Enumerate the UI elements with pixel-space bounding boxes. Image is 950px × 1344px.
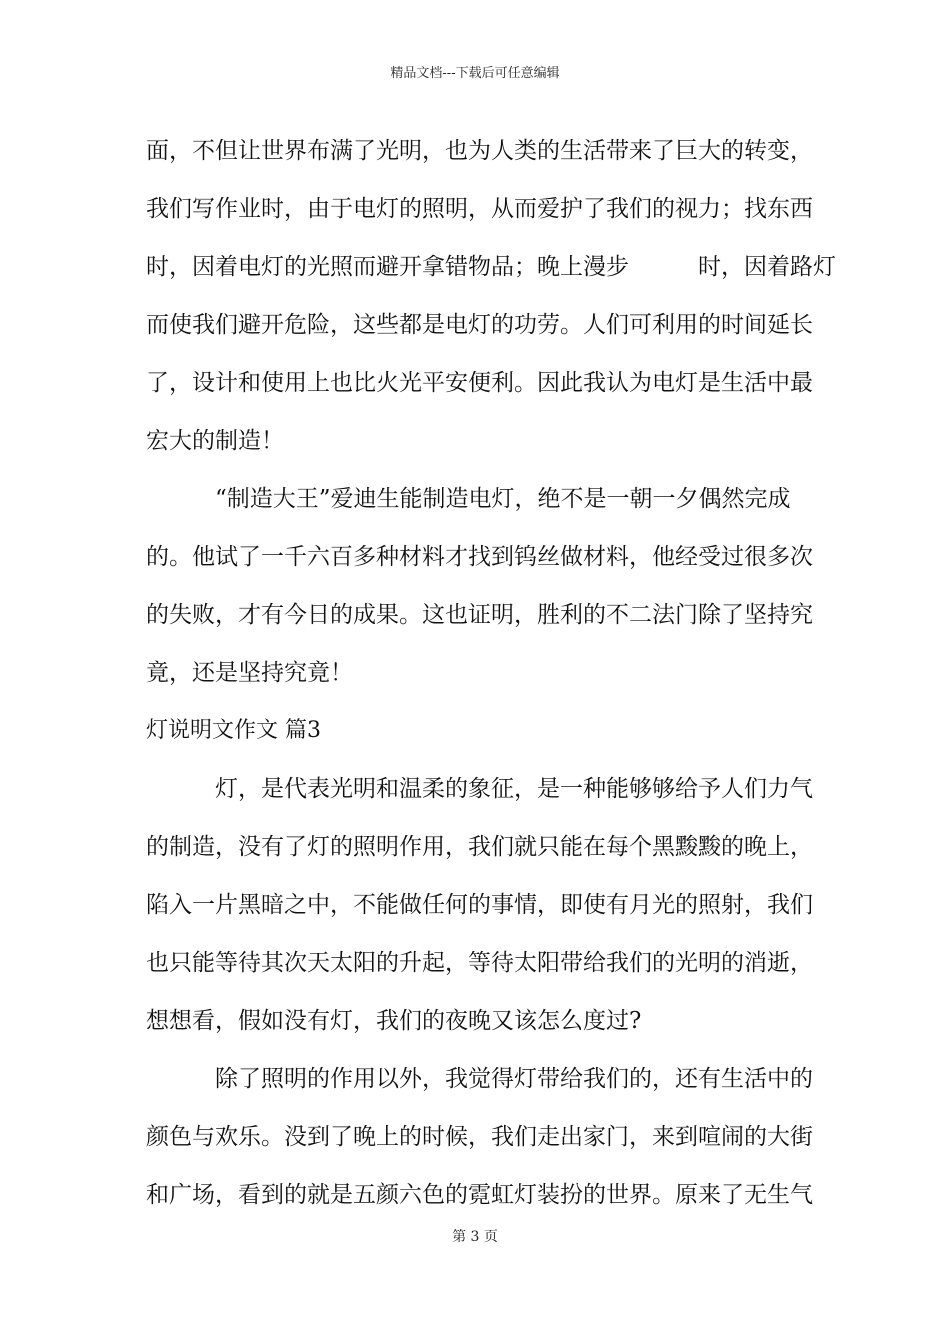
paragraph-first-line: “制造大王”爱迪生能制造电灯，绝不是一朝一夕偶然完成 (215, 486, 791, 512)
text-line: 而使我们避开危险，这些都是电灯的功劳。人们可利用的时间延长 (146, 312, 813, 338)
text-line: 的制造，没有了灯的照明作用，我们就只能在每个黑黢黢的晚上， (146, 834, 813, 860)
text-line: 和广场，看到的就是五颜六色的霓虹灯装扮的世界。原来了无生气 (146, 1182, 813, 1208)
text-line: 面，不但让世界布满了光明，也为人类的生活带来了巨大的转变， (146, 138, 813, 164)
page-header: 精品文档---下载后可任意编辑 (390, 66, 560, 81)
paragraph-first-line: 灯，是代表光明和温柔的象征，是一种能够够给予人们力气 (215, 776, 813, 802)
text-line: 陷入一片黑暗之中，不能做任何的事情，即使有月光的照射，我们 (146, 892, 813, 918)
text-line: 了，设计和使用上也比火光平安便利。因此我认为电灯是生活中最 (146, 370, 813, 396)
text-line: 宏大的制造！ (146, 428, 284, 454)
text-line: 的。他试了一千六百多种材料才找到钨丝做材料，他经受过很多次 (146, 544, 813, 570)
paragraph-first-line: 除了照明的作用以外，我觉得灯带给我们的，还有生活中的 (215, 1066, 813, 1092)
page-number: 第 3 页 (452, 1229, 498, 1245)
text-line: 想想看，假如没有灯，我们的夜晚又该怎么度过? (146, 1008, 642, 1034)
text-line: 我们写作业时，由于电灯的照明，从而爱护了我们的视力；找东西 (146, 196, 813, 222)
text-line: 时，因着电灯的光照而避开拿错物品；晚上漫步 时，因着路灯 (146, 254, 836, 280)
text-line: 也只能等待其次天太阳的升起，等待太阳带给我们的光明的消逝， (146, 950, 813, 976)
text-line: 颜色与欢乐。没到了晚上的时候，我们走出家门，来到喧闹的大街 (146, 1124, 813, 1150)
document-body (146, 128, 836, 1230)
text-line: 竟，还是坚持究竟！ (146, 660, 353, 686)
text-line: 的失败，才有今日的成果。这也证明，胜利的不二法门除了坚持究 (146, 602, 813, 628)
section-heading: 灯说明文作文 篇3 (146, 718, 321, 743)
